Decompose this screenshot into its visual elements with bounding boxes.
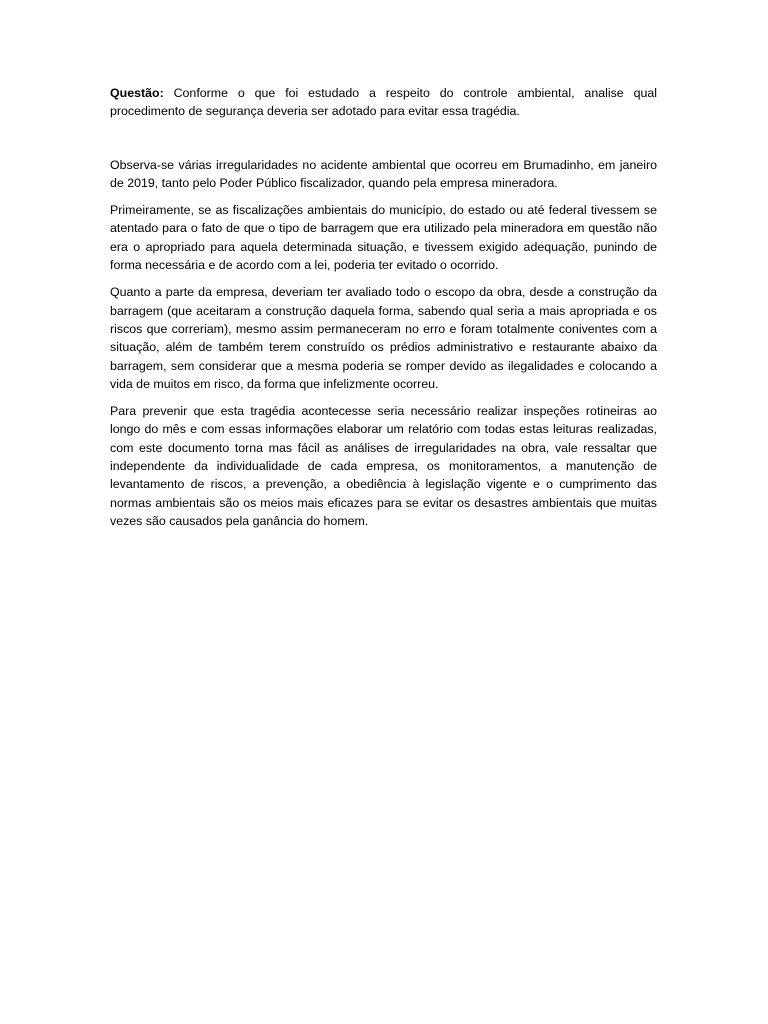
question-text: Conforme o que foi estudado a respeito do controle ambiental, analise qual procedimento de segurança deveria ser adotado para evitar essa tragédia. — [110, 86, 657, 119]
question-paragraph — [110, 84, 657, 121]
answer-section — [110, 156, 657, 531]
answer-paragraph-1: Observa-se várias irregularidades no acidente ambiental que ocorreu em Brumadinho, em janeiro de 2019, tanto pelo Poder Público fiscalizador, quando pela empresa mineradora. — [110, 157, 657, 190]
document-page — [110, 84, 657, 539]
question-label: Questão: — [110, 86, 164, 100]
answer-paragraph-4: Para prevenir que esta tragédia acontecesse seria necessário realizar inspeções rotineiras ao longo do mês e com essas informações elaborar um relatório com todas estas leituras realizadas, com este documento torna mas fácil as análises de irregularidades na obra, vale ressaltar que independente da individualidade de cada empresa, os monitoramentos, a manutenção de levantamento de riscos, a prevenção, a obediência à legislação vigente e o cumprimento das normas ambientais são os meios mais eficazes para se evitar os desastres ambientais que muitas vezes são causados pela ganância do homem. — [110, 404, 657, 528]
answer-paragraph-3: Quanto a parte da empresa, deveriam ter avaliado todo o escopo da obra, desde a construção da barragem (que aceitaram a construção daquela forma, sabendo qual seria a mais apropriada e os riscos que correriam), mesmo assim permaneceram no erro e foram totalmente coniventes com a situação, além de também terem construído os prédios administrativo e restaurante abaixo da barragem, sem considerar que a mesma poderia se romper devido as ilegalidades e colocando a vida de muitos em risco, da forma que infelizmente ocorreu. — [110, 285, 657, 391]
answer-paragraph-2: Primeiramente, se as fiscalizações ambientais do município, do estado ou até federal tivessem se atentado para o fato de que o tipo de barragem que era utilizado pela mineradora em questão não era o apropriado para aquela determinada situação, e tivessem exigido adequação, punindo de forma necessária e de acordo com a lei, poderia ter evitado o ocorrido. — [110, 203, 657, 273]
